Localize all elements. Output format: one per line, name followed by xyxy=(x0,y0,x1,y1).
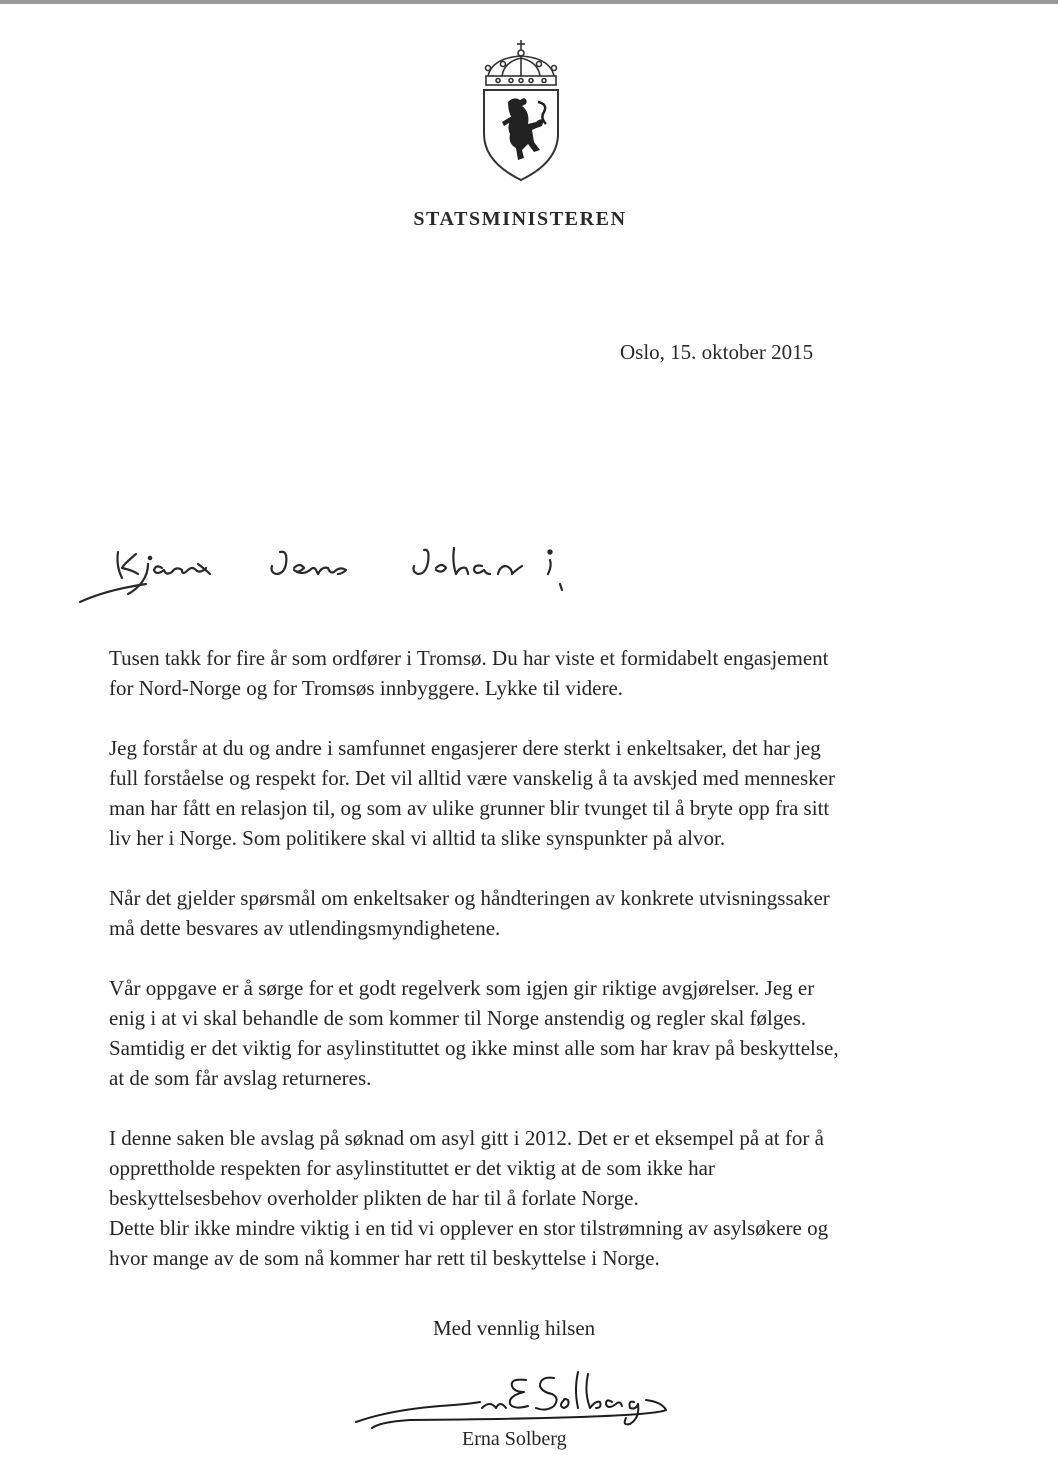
closing-greeting: Med vennlig hilsen xyxy=(433,1316,596,1340)
office-title: STATSMINISTEREN xyxy=(413,208,627,230)
text-line: at de som får avslag returneres. xyxy=(109,1066,372,1090)
text-line: man har fått en relasjon til, og som av ulike grunner blir tvunget til å bryte opp fra sitt xyxy=(109,796,830,820)
text-line: må dette besvares av utlendingsmyndighetene. xyxy=(109,916,501,940)
text-line: Vår oppgave er å sørge for et godt regelverk som igjen gir riktige avgjørelser. Jeg er xyxy=(109,976,815,1000)
paragraph-4 xyxy=(109,973,1009,1093)
paragraph-1 xyxy=(109,643,1009,703)
text-line: hvor mange av de som nå kommer har rett til beskyttelse i Norge. xyxy=(109,1246,660,1270)
letter-body xyxy=(109,643,1009,1303)
paragraph-3 xyxy=(109,883,1009,943)
text-line: I denne saken ble avslag på søknad om asyl gitt i 2012. Det er et eksempel på at for å xyxy=(109,1126,824,1150)
handwritten-salutation xyxy=(76,530,596,610)
text-line: opprettholde respekten for asylinstituttet er det viktig at de som ikke har xyxy=(109,1156,715,1180)
top-border xyxy=(0,0,1058,4)
text-line: liv her i Norge. Som politikere skal vi alltid ta slike synspunkter på alvor. xyxy=(109,826,726,850)
signer-name: Erna Solberg xyxy=(462,1428,567,1450)
paragraph-2 xyxy=(109,733,1009,853)
text-line: for Nord-Norge og for Tromsøs innbyggere. Lykke til videre. xyxy=(109,676,624,700)
text-line: Samtidig er det viktig for asylinstituttet og ikke minst alle som har krav på beskyttelse, xyxy=(109,1036,839,1060)
text-line: full forståelse og respekt for. Det vil alltid være vanskelig å ta avskjed med mennesker xyxy=(109,766,836,790)
text-line: Tusen takk for fire år som ordfører i Tromsø. Du har viste et formidabelt engasjement xyxy=(109,646,829,670)
norwegian-coat-of-arms-icon xyxy=(478,38,564,184)
text-line: Dette blir ikke mindre viktig i en tid vi opplever en stor tilstrømning av asylsøkere og xyxy=(109,1216,829,1240)
text-line: Når det gjelder spørsmål om enkeltsaker og håndteringen av konkrete utvisningssaker xyxy=(109,886,830,910)
paragraph-5 xyxy=(109,1123,1009,1273)
text-line: beskyttelsesbehov overholder plikten de har til å forlate Norge. xyxy=(109,1186,639,1210)
text-line: enig i at vi skal behandle de som kommer til Norge anstendig og regler skal følges. xyxy=(109,1006,807,1030)
text-line: Jeg forstår at du og andre i samfunnet engasjerer dere sterkt i enkeltsaker, det har jeg xyxy=(109,736,821,760)
date-line: Oslo, 15. oktober 2015 xyxy=(620,340,814,364)
